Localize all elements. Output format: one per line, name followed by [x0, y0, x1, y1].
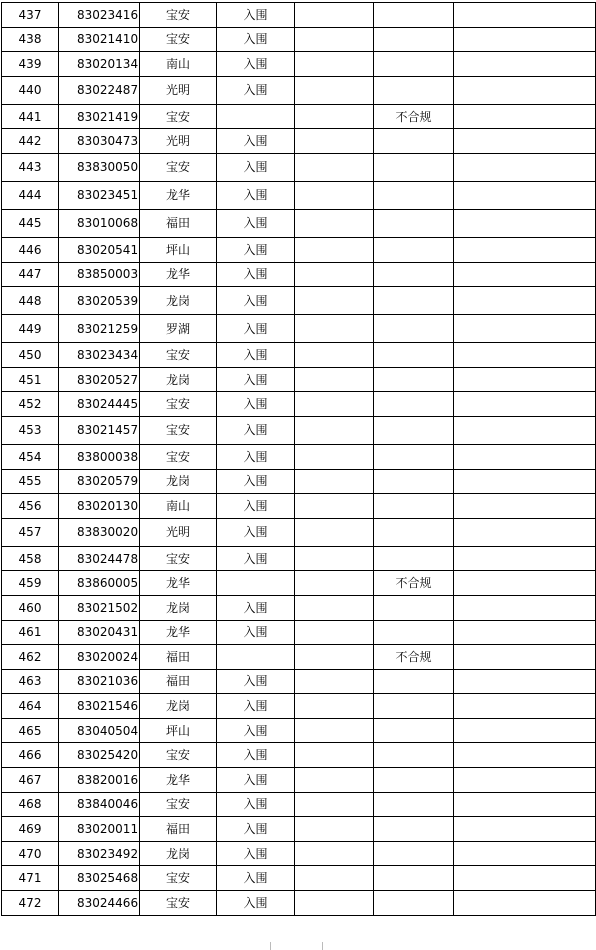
- empty-cell: [454, 153, 596, 181]
- code-cell: 83830050: [59, 153, 140, 181]
- code-cell: 83020024: [59, 645, 140, 670]
- table-row: [2, 494, 596, 519]
- empty-cell: [295, 444, 374, 469]
- table-row: [2, 129, 596, 154]
- district-cell: 光明: [140, 129, 217, 154]
- code-cell: 83023451: [59, 181, 140, 209]
- empty-cell: [454, 237, 596, 262]
- empty-cell: [295, 209, 374, 237]
- row-number-cell: 451: [2, 367, 59, 392]
- row-number-cell: 453: [2, 416, 59, 444]
- row-number-cell: 441: [2, 104, 59, 129]
- note-cell: [374, 469, 454, 494]
- note-cell: [374, 620, 454, 645]
- empty-cell: [295, 792, 374, 817]
- code-cell: 83021410: [59, 27, 140, 52]
- note-cell: [374, 237, 454, 262]
- district-cell: 宝安: [140, 153, 217, 181]
- empty-cell: [454, 743, 596, 768]
- status-cell: 入围: [217, 129, 295, 154]
- code-cell: 83024445: [59, 392, 140, 417]
- code-cell: 83021036: [59, 669, 140, 694]
- code-cell: 83021502: [59, 595, 140, 620]
- page-edge-mark: [270, 942, 271, 950]
- row-number-cell: 452: [2, 392, 59, 417]
- note-cell: [374, 3, 454, 28]
- district-cell: 南山: [140, 494, 217, 519]
- table-row: [2, 891, 596, 916]
- empty-cell: [295, 343, 374, 368]
- district-cell: 宝安: [140, 104, 217, 129]
- row-number-cell: 450: [2, 343, 59, 368]
- table-row: [2, 645, 596, 670]
- row-number-cell: 438: [2, 27, 59, 52]
- note-cell: [374, 792, 454, 817]
- empty-cell: [295, 694, 374, 719]
- status-cell: 入围: [217, 866, 295, 891]
- status-cell: 入围: [217, 181, 295, 209]
- row-number-cell: 464: [2, 694, 59, 719]
- district-cell: 坪山: [140, 237, 217, 262]
- empty-cell: [454, 104, 596, 129]
- row-number-cell: 469: [2, 817, 59, 842]
- table-row: [2, 620, 596, 645]
- empty-cell: [295, 866, 374, 891]
- empty-cell: [295, 237, 374, 262]
- note-cell: [374, 27, 454, 52]
- district-cell: 龙岗: [140, 367, 217, 392]
- row-number-cell: 460: [2, 595, 59, 620]
- row-number-cell: 443: [2, 153, 59, 181]
- row-number-cell: 463: [2, 669, 59, 694]
- empty-cell: [295, 367, 374, 392]
- code-cell: 83010068: [59, 209, 140, 237]
- empty-cell: [454, 287, 596, 315]
- row-number-cell: 462: [2, 645, 59, 670]
- code-cell: 83040504: [59, 718, 140, 743]
- note-cell: [374, 444, 454, 469]
- empty-cell: [295, 817, 374, 842]
- empty-cell: [454, 645, 596, 670]
- status-cell: 入围: [217, 367, 295, 392]
- row-number-cell: 471: [2, 866, 59, 891]
- empty-cell: [295, 315, 374, 343]
- status-cell: 入围: [217, 237, 295, 262]
- empty-cell: [454, 866, 596, 891]
- empty-cell: [454, 718, 596, 743]
- district-cell: 宝安: [140, 792, 217, 817]
- table-row: [2, 817, 596, 842]
- table-row: [2, 669, 596, 694]
- district-cell: 龙岗: [140, 595, 217, 620]
- table-row: [2, 76, 596, 104]
- note-cell: [374, 669, 454, 694]
- empty-cell: [295, 262, 374, 287]
- note-cell: [374, 129, 454, 154]
- row-number-cell: 465: [2, 718, 59, 743]
- district-cell: 光明: [140, 76, 217, 104]
- table-row: [2, 546, 596, 571]
- status-cell: 入围: [217, 620, 295, 645]
- empty-cell: [295, 620, 374, 645]
- code-cell: 83020431: [59, 620, 140, 645]
- district-cell: 宝安: [140, 343, 217, 368]
- row-number-cell: 467: [2, 768, 59, 793]
- empty-cell: [295, 129, 374, 154]
- row-number-cell: 448: [2, 287, 59, 315]
- empty-cell: [295, 718, 374, 743]
- table-row: [2, 262, 596, 287]
- row-number-cell: 470: [2, 841, 59, 866]
- code-cell: 83024466: [59, 891, 140, 916]
- empty-cell: [295, 392, 374, 417]
- empty-cell: [295, 743, 374, 768]
- code-cell: 83830020: [59, 518, 140, 546]
- district-cell: 宝安: [140, 3, 217, 28]
- district-cell: 光明: [140, 518, 217, 546]
- empty-cell: [454, 52, 596, 77]
- note-cell: [374, 817, 454, 842]
- code-cell: 83820016: [59, 768, 140, 793]
- row-number-cell: 445: [2, 209, 59, 237]
- district-cell: 宝安: [140, 392, 217, 417]
- note-cell: 不合规: [374, 571, 454, 596]
- district-cell: 宝安: [140, 27, 217, 52]
- empty-cell: [454, 891, 596, 916]
- table-row: [2, 694, 596, 719]
- district-cell: 宝安: [140, 546, 217, 571]
- district-cell: 宝安: [140, 416, 217, 444]
- empty-cell: [454, 518, 596, 546]
- table-row: [2, 768, 596, 793]
- note-cell: [374, 367, 454, 392]
- table-row: [2, 444, 596, 469]
- note-cell: [374, 494, 454, 519]
- status-cell: 入围: [217, 262, 295, 287]
- code-cell: 83020527: [59, 367, 140, 392]
- empty-cell: [454, 469, 596, 494]
- empty-cell: [454, 494, 596, 519]
- table-row: [2, 416, 596, 444]
- empty-cell: [295, 841, 374, 866]
- note-cell: [374, 262, 454, 287]
- table-row: [2, 743, 596, 768]
- code-cell: 83020539: [59, 287, 140, 315]
- code-cell: 83020134: [59, 52, 140, 77]
- code-cell: 83023434: [59, 343, 140, 368]
- empty-cell: [295, 571, 374, 596]
- district-cell: 宝安: [140, 866, 217, 891]
- table-row: [2, 518, 596, 546]
- status-cell: [217, 571, 295, 596]
- status-cell: 入围: [217, 817, 295, 842]
- empty-cell: [295, 669, 374, 694]
- code-cell: 83860005: [59, 571, 140, 596]
- table-row: [2, 718, 596, 743]
- district-cell: 坪山: [140, 718, 217, 743]
- district-cell: 龙岗: [140, 469, 217, 494]
- empty-cell: [295, 181, 374, 209]
- empty-cell: [454, 620, 596, 645]
- code-cell: 83025468: [59, 866, 140, 891]
- row-number-cell: 446: [2, 237, 59, 262]
- empty-cell: [454, 571, 596, 596]
- table-row: [2, 343, 596, 368]
- status-cell: 入围: [217, 694, 295, 719]
- row-number-cell: 447: [2, 262, 59, 287]
- empty-cell: [295, 52, 374, 77]
- note-cell: [374, 595, 454, 620]
- empty-cell: [454, 209, 596, 237]
- code-cell: 83021259: [59, 315, 140, 343]
- empty-cell: [454, 416, 596, 444]
- status-cell: 入围: [217, 841, 295, 866]
- note-cell: [374, 718, 454, 743]
- code-cell: 83022487: [59, 76, 140, 104]
- status-cell: 入围: [217, 595, 295, 620]
- code-cell: 83023492: [59, 841, 140, 866]
- row-number-cell: 456: [2, 494, 59, 519]
- empty-cell: [454, 817, 596, 842]
- empty-cell: [295, 3, 374, 28]
- row-number-cell: 454: [2, 444, 59, 469]
- code-cell: 83030473: [59, 129, 140, 154]
- status-cell: 入围: [217, 343, 295, 368]
- note-cell: [374, 546, 454, 571]
- row-number-cell: 449: [2, 315, 59, 343]
- status-cell: 入围: [217, 416, 295, 444]
- table-row: [2, 52, 596, 77]
- empty-cell: [454, 841, 596, 866]
- table-row: [2, 367, 596, 392]
- district-cell: 宝安: [140, 891, 217, 916]
- status-cell: [217, 645, 295, 670]
- note-cell: [374, 891, 454, 916]
- note-cell: [374, 52, 454, 77]
- table-row: [2, 792, 596, 817]
- row-number-cell: 440: [2, 76, 59, 104]
- code-cell: 83021546: [59, 694, 140, 719]
- district-cell: 南山: [140, 52, 217, 77]
- code-cell: 83840046: [59, 792, 140, 817]
- table-row: [2, 3, 596, 28]
- status-cell: 入围: [217, 76, 295, 104]
- empty-cell: [295, 76, 374, 104]
- district-cell: 龙华: [140, 768, 217, 793]
- note-cell: 不合规: [374, 104, 454, 129]
- table-row: [2, 237, 596, 262]
- district-cell: 龙岗: [140, 841, 217, 866]
- status-cell: 入围: [217, 287, 295, 315]
- note-cell: [374, 287, 454, 315]
- status-cell: 入围: [217, 768, 295, 793]
- status-cell: 入围: [217, 518, 295, 546]
- empty-cell: [295, 546, 374, 571]
- district-cell: 宝安: [140, 444, 217, 469]
- row-number-cell: 458: [2, 546, 59, 571]
- table-row: [2, 153, 596, 181]
- district-cell: 龙华: [140, 181, 217, 209]
- status-cell: 入围: [217, 546, 295, 571]
- empty-cell: [454, 181, 596, 209]
- note-cell: [374, 841, 454, 866]
- code-cell: 83020541: [59, 237, 140, 262]
- code-cell: 83023416: [59, 3, 140, 28]
- row-number-cell: 442: [2, 129, 59, 154]
- note-cell: [374, 343, 454, 368]
- table-row: [2, 104, 596, 129]
- empty-cell: [295, 494, 374, 519]
- empty-cell: [295, 595, 374, 620]
- district-cell: 龙岗: [140, 694, 217, 719]
- code-cell: 83021457: [59, 416, 140, 444]
- note-cell: [374, 518, 454, 546]
- empty-cell: [454, 367, 596, 392]
- status-cell: 入围: [217, 469, 295, 494]
- empty-cell: [295, 768, 374, 793]
- note-cell: [374, 743, 454, 768]
- empty-cell: [454, 546, 596, 571]
- empty-cell: [454, 669, 596, 694]
- district-cell: 福田: [140, 669, 217, 694]
- empty-cell: [295, 153, 374, 181]
- table-row: [2, 571, 596, 596]
- status-cell: 入围: [217, 392, 295, 417]
- page-edge-mark: [322, 942, 323, 950]
- code-cell: 83800038: [59, 444, 140, 469]
- district-cell: 龙华: [140, 571, 217, 596]
- empty-cell: [295, 645, 374, 670]
- empty-cell: [454, 392, 596, 417]
- row-number-cell: 437: [2, 3, 59, 28]
- note-cell: [374, 768, 454, 793]
- empty-cell: [454, 595, 596, 620]
- district-cell: 龙华: [140, 620, 217, 645]
- table-row: [2, 469, 596, 494]
- note-cell: [374, 694, 454, 719]
- note-cell: [374, 392, 454, 417]
- note-cell: [374, 866, 454, 891]
- table-row: [2, 392, 596, 417]
- district-cell: 龙华: [140, 262, 217, 287]
- row-number-cell: 468: [2, 792, 59, 817]
- empty-cell: [454, 3, 596, 28]
- status-cell: 入围: [217, 718, 295, 743]
- results-table-body: [2, 3, 596, 916]
- row-number-cell: 466: [2, 743, 59, 768]
- code-cell: 83850003: [59, 262, 140, 287]
- table-row: [2, 181, 596, 209]
- status-cell: [217, 104, 295, 129]
- table-row: [2, 595, 596, 620]
- status-cell: 入围: [217, 52, 295, 77]
- empty-cell: [454, 315, 596, 343]
- empty-cell: [295, 469, 374, 494]
- empty-cell: [454, 27, 596, 52]
- code-cell: 83021419: [59, 104, 140, 129]
- district-cell: 福田: [140, 209, 217, 237]
- note-cell: [374, 315, 454, 343]
- empty-cell: [295, 518, 374, 546]
- note-cell: 不合规: [374, 645, 454, 670]
- empty-cell: [295, 891, 374, 916]
- empty-cell: [454, 129, 596, 154]
- district-cell: 宝安: [140, 743, 217, 768]
- row-number-cell: 472: [2, 891, 59, 916]
- code-cell: 83020011: [59, 817, 140, 842]
- district-cell: 福田: [140, 817, 217, 842]
- empty-cell: [295, 104, 374, 129]
- table-row: [2, 315, 596, 343]
- empty-cell: [454, 768, 596, 793]
- empty-cell: [454, 694, 596, 719]
- empty-cell: [295, 287, 374, 315]
- district-cell: 罗湖: [140, 315, 217, 343]
- empty-cell: [454, 444, 596, 469]
- row-number-cell: 455: [2, 469, 59, 494]
- table-row: [2, 209, 596, 237]
- empty-cell: [295, 416, 374, 444]
- code-cell: 83020579: [59, 469, 140, 494]
- empty-cell: [295, 27, 374, 52]
- status-cell: 入围: [217, 494, 295, 519]
- status-cell: 入围: [217, 792, 295, 817]
- table-row: [2, 287, 596, 315]
- district-cell: 福田: [140, 645, 217, 670]
- table-row: [2, 866, 596, 891]
- row-number-cell: 457: [2, 518, 59, 546]
- status-cell: 入围: [217, 153, 295, 181]
- note-cell: [374, 181, 454, 209]
- status-cell: 入围: [217, 27, 295, 52]
- note-cell: [374, 416, 454, 444]
- table-row: [2, 27, 596, 52]
- note-cell: [374, 153, 454, 181]
- code-cell: 83025420: [59, 743, 140, 768]
- table-row: [2, 841, 596, 866]
- status-cell: 入围: [217, 3, 295, 28]
- row-number-cell: 444: [2, 181, 59, 209]
- note-cell: [374, 76, 454, 104]
- status-cell: 入围: [217, 444, 295, 469]
- status-cell: 入围: [217, 209, 295, 237]
- code-cell: 83020130: [59, 494, 140, 519]
- empty-cell: [454, 792, 596, 817]
- district-cell: 龙岗: [140, 287, 217, 315]
- status-cell: 入围: [217, 315, 295, 343]
- status-cell: 入围: [217, 743, 295, 768]
- row-number-cell: 461: [2, 620, 59, 645]
- code-cell: 83024478: [59, 546, 140, 571]
- empty-cell: [454, 262, 596, 287]
- results-table: [1, 2, 596, 916]
- empty-cell: [454, 76, 596, 104]
- row-number-cell: 439: [2, 52, 59, 77]
- empty-cell: [454, 343, 596, 368]
- note-cell: [374, 209, 454, 237]
- status-cell: 入围: [217, 669, 295, 694]
- status-cell: 入围: [217, 891, 295, 916]
- row-number-cell: 459: [2, 571, 59, 596]
